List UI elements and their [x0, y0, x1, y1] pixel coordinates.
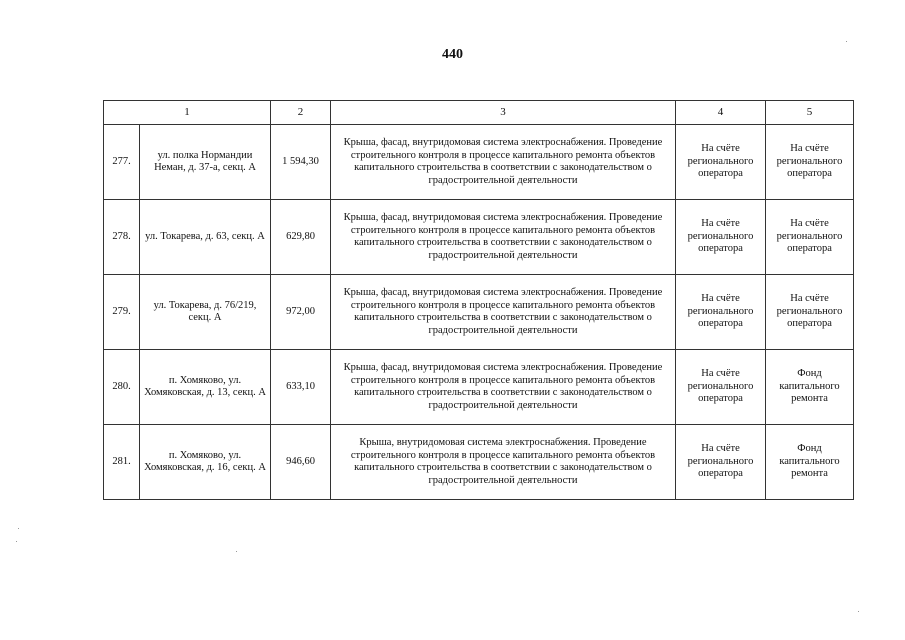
- scan-speck: [858, 611, 859, 612]
- row-address: ул. Токарева, д. 76/219, секц. А: [140, 275, 271, 350]
- header-col-2: 2: [271, 101, 331, 125]
- scan-speck: [846, 41, 847, 42]
- row-col5: На счёте регионального оператора: [766, 275, 854, 350]
- row-col4: На счёте регионального оператора: [676, 275, 766, 350]
- scan-speck: [236, 551, 237, 552]
- capital-repair-table: [103, 100, 854, 500]
- row-works: Крыша, фасад, внутридомовая система электроснабжения. Проведение строительного контроля в процессе капитального ремонта объектов капитального строительства в соответствии с законодательством о градостроительной деятельности: [331, 200, 676, 275]
- table-row: [104, 275, 854, 350]
- table-row: [104, 200, 854, 275]
- row-col5: На счёте регионального оператора: [766, 125, 854, 200]
- row-col4: На счёте регионального оператора: [676, 125, 766, 200]
- row-works: Крыша, фасад, внутридомовая система электроснабжения. Проведение строительного контроля в процессе капитального ремонта объектов капитального строительства в соответствии с законодательством о градостроительной деятельности: [331, 125, 676, 200]
- row-col4: На счёте регионального оператора: [676, 425, 766, 500]
- scan-speck: [18, 528, 19, 529]
- row-works: Крыша, фасад, внутридомовая система электроснабжения. Проведение строительного контроля в процессе капитального ремонта объектов капитального строительства в соответствии с законодательством о градостроительной деятельности: [331, 275, 676, 350]
- table-header-row: [104, 101, 854, 125]
- row-works: Крыша, внутридомовая система электроснабжения. Проведение строительного контроля в процессе капитального ремонта объектов капитального строительства в соответствии с законодательством о градостроительной деятельности: [331, 425, 676, 500]
- row-number: 279.: [104, 275, 140, 350]
- table-row: [104, 350, 854, 425]
- page-number: 440: [442, 47, 463, 62]
- row-address: п. Хомяково, ул. Хомяковская, д. 13, секц. А: [140, 350, 271, 425]
- row-col5: Фонд капитального ремонта: [766, 425, 854, 500]
- row-area: 633,10: [271, 350, 331, 425]
- row-works: Крыша, фасад, внутридомовая система электроснабжения. Проведение строительного контроля в процессе капитального ремонта объектов капитального строительства в соответствии с законодательством о градостроительной деятельности: [331, 350, 676, 425]
- row-area: 1 594,30: [271, 125, 331, 200]
- row-number: 278.: [104, 200, 140, 275]
- header-col-1: 1: [104, 101, 271, 125]
- row-number: 277.: [104, 125, 140, 200]
- row-address: п. Хомяково, ул. Хомяковская, д. 16, секц. А: [140, 425, 271, 500]
- table-row: [104, 425, 854, 500]
- header-col-5: 5: [766, 101, 854, 125]
- row-col4: На счёте регионального оператора: [676, 200, 766, 275]
- header-col-4: 4: [676, 101, 766, 125]
- row-area: 972,00: [271, 275, 331, 350]
- row-col5: Фонд капитального ремонта: [766, 350, 854, 425]
- scan-speck: [16, 541, 17, 542]
- header-col-3: 3: [331, 101, 676, 125]
- row-address: ул. полка Нормандии Неман, д. 37-а, секц. А: [140, 125, 271, 200]
- row-area: 946,60: [271, 425, 331, 500]
- row-number: 280.: [104, 350, 140, 425]
- row-address: ул. Токарева, д. 63, секц. А: [140, 200, 271, 275]
- row-col4: На счёте регионального оператора: [676, 350, 766, 425]
- row-col5: На счёте регионального оператора: [766, 200, 854, 275]
- row-area: 629,80: [271, 200, 331, 275]
- row-number: 281.: [104, 425, 140, 500]
- table-row: [104, 125, 854, 200]
